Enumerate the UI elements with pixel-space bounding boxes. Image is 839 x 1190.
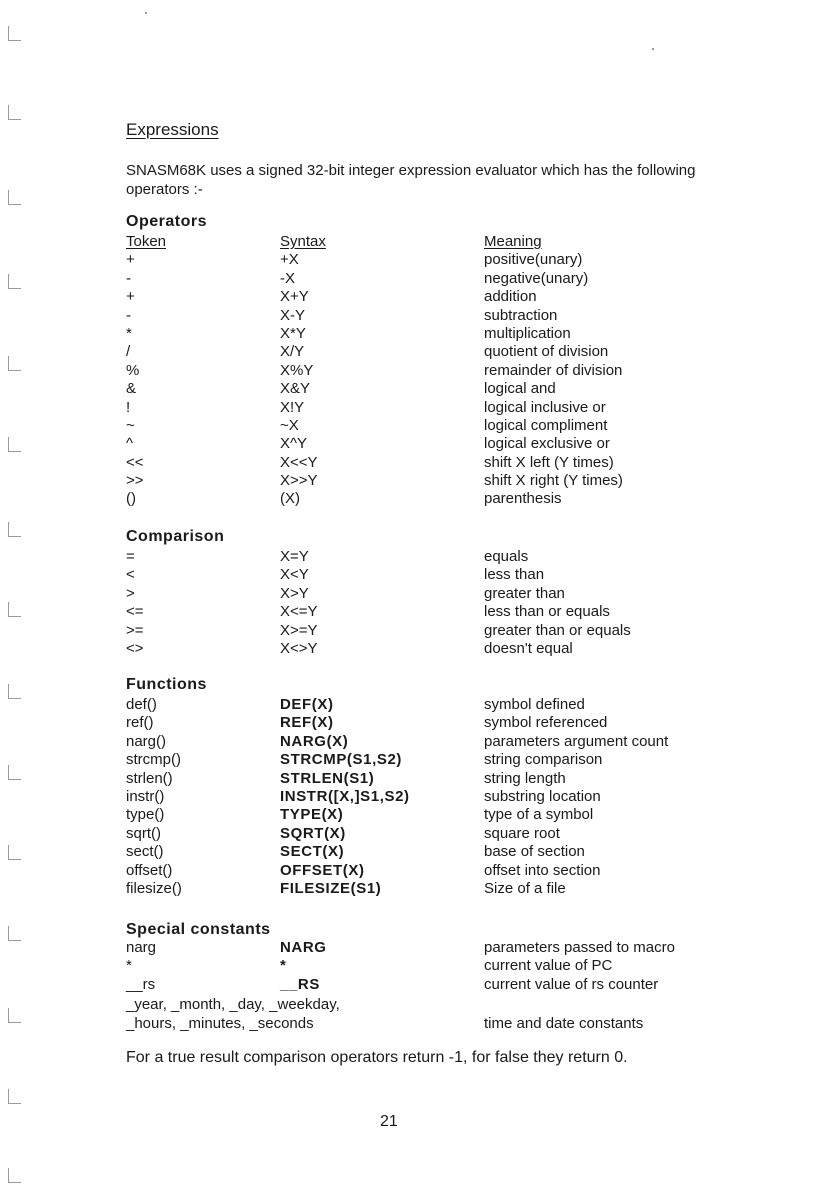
operator-row — [126, 399, 746, 417]
token-cell: + — [126, 288, 135, 306]
comparison-row — [126, 622, 746, 640]
meaning-cell: current value of rs counter — [484, 975, 659, 993]
syntax-cell: X/Y — [280, 343, 305, 361]
meaning-cell: string length — [484, 769, 566, 787]
token-cell: % — [126, 361, 140, 379]
syntax-cell: * — [280, 957, 287, 975]
token-cell: sect() — [126, 843, 164, 861]
operator-row — [126, 270, 746, 288]
special-constant-row — [126, 976, 746, 994]
token-cell: instr() — [126, 787, 165, 805]
syntax-cell: NARG(X) — [280, 732, 349, 750]
syntax-cell: X%Y — [280, 361, 314, 379]
syntax-cell: X<<Y — [280, 453, 318, 471]
comparison-row — [126, 640, 746, 658]
syntax-cell: TYPE(X) — [280, 806, 344, 824]
operators-table — [126, 233, 746, 509]
syntax-cell: X<>Y — [280, 639, 318, 657]
token-cell: * — [126, 324, 132, 342]
token-cell: () — [126, 490, 136, 508]
binder-notch — [8, 356, 21, 371]
binder-notch — [8, 845, 21, 860]
function-row — [126, 806, 746, 824]
operator-row — [126, 417, 746, 435]
meaning-cell: shift X left (Y times) — [484, 453, 614, 471]
meaning-cell: addition — [484, 288, 537, 306]
syntax-cell: X+Y — [280, 288, 309, 306]
token-cell: >> — [126, 472, 144, 490]
special-constant-row — [126, 957, 746, 975]
meaning-cell: type of a symbol — [484, 806, 594, 824]
token-cell: = — [126, 548, 135, 565]
syntax-cell: X-Y — [280, 306, 306, 324]
meaning-cell: remainder of division — [484, 361, 623, 379]
binder-notch — [8, 105, 21, 120]
binder-notch — [8, 437, 21, 452]
binder-notch — [8, 684, 21, 699]
special-constants-table — [126, 939, 746, 994]
table-header-row — [126, 233, 746, 251]
token-cell: << — [126, 453, 144, 471]
header-meaning: Meaning — [484, 233, 542, 250]
token-cell: - — [126, 306, 131, 324]
meaning-cell: logical inclusive or — [484, 398, 606, 416]
meaning-cell: greater than or equals — [484, 621, 631, 639]
syntax-cell: X>Y — [280, 584, 309, 602]
operator-row — [126, 325, 746, 343]
intro-paragraph: SNASM68K uses a signed 32-bit integer expression evaluator which has the following operators :- — [126, 162, 696, 198]
binder-notch — [8, 602, 21, 617]
token-cell: sqrt() — [126, 824, 161, 842]
syntax-cell: ~X — [280, 416, 299, 434]
meaning-cell: negative(unary) — [484, 269, 589, 287]
operator-row — [126, 435, 746, 453]
function-row — [126, 733, 746, 751]
comparison-table — [126, 548, 746, 658]
token-cell: type() — [126, 806, 165, 824]
syntax-cell: SQRT(X) — [280, 824, 346, 842]
function-row — [126, 788, 746, 806]
syntax-cell: INSTR([X,]S1,S2) — [280, 787, 410, 805]
syntax-cell: STRCMP(S1,S2) — [280, 751, 402, 769]
token-cell: ! — [126, 398, 131, 416]
section-title-comparison: Comparison — [126, 528, 225, 545]
token-cell: def() — [126, 696, 157, 713]
syntax-cell: X>>Y — [280, 472, 318, 490]
token-cell: strlen() — [126, 769, 173, 787]
meaning-cell: positive(unary) — [484, 251, 583, 269]
token-cell: * — [126, 957, 132, 975]
token-cell: narg() — [126, 732, 167, 750]
token-cell: ^ — [126, 435, 134, 453]
meaning-cell: offset into section — [484, 861, 601, 879]
token-cell: & — [126, 380, 137, 398]
speck — [145, 12, 147, 14]
syntax-cell: DEF(X) — [280, 696, 334, 713]
speck — [652, 48, 654, 50]
syntax-cell: X=Y — [280, 548, 309, 565]
meaning-cell: symbol defined — [484, 696, 585, 713]
syntax-cell: X*Y — [280, 324, 306, 342]
binder-notch — [8, 190, 21, 205]
syntax-cell: -X — [280, 269, 295, 287]
binder-notch — [8, 26, 21, 41]
section-title-functions: Functions — [126, 676, 207, 693]
function-row — [126, 714, 746, 732]
comparison-row — [126, 585, 746, 603]
token-cell: - — [126, 269, 131, 287]
comparison-row — [126, 548, 746, 566]
token-cell: ~ — [126, 416, 135, 434]
meaning-cell: substring location — [484, 787, 601, 805]
function-row — [126, 843, 746, 861]
meaning-cell: logical compliment — [484, 416, 608, 434]
token-cell: > — [126, 584, 135, 602]
meaning-cell: subtraction — [484, 306, 558, 324]
section-title-operators: Operators — [126, 213, 207, 230]
meaning-cell: symbol referenced — [484, 714, 608, 732]
function-row — [126, 880, 746, 898]
header-syntax: Syntax — [280, 233, 326, 250]
meaning-cell: parameters argument count — [484, 732, 669, 750]
function-row — [126, 862, 746, 880]
header-token: Token — [126, 233, 167, 250]
token-cell: <> — [126, 639, 144, 657]
syntax-cell: X<=Y — [280, 603, 318, 621]
meaning-cell: logical exclusive or — [484, 435, 610, 453]
token-cell: >= — [126, 621, 144, 639]
syntax-cell: OFFSET(X) — [280, 861, 365, 879]
meaning-cell: doesn't equal — [484, 639, 573, 657]
functions-table — [126, 696, 746, 898]
meaning-cell: less than or equals — [484, 603, 610, 621]
token-cell: offset() — [126, 861, 173, 879]
footer-note: For a true result comparison operators return -1, for false they return 0. — [126, 1049, 628, 1066]
meaning-cell: Size of a file — [484, 879, 566, 897]
meaning-cell: greater than — [484, 584, 565, 602]
meaning-cell: current value of PC — [484, 957, 613, 975]
datetime-meaning: time and date constants — [484, 1014, 644, 1032]
token-cell: < — [126, 566, 135, 584]
meaning-cell: less than — [484, 566, 545, 584]
meaning-cell: shift X right (Y times) — [484, 472, 623, 490]
operator-row — [126, 472, 746, 490]
token-cell: + — [126, 251, 135, 269]
syntax-cell: X!Y — [280, 398, 305, 416]
section-title-special-constants: Special constants — [126, 921, 271, 938]
operator-row — [126, 490, 746, 508]
binder-notch — [8, 926, 21, 941]
operator-row — [126, 307, 746, 325]
operator-row — [126, 454, 746, 472]
syntax-cell: X&Y — [280, 380, 311, 398]
token-cell: strcmp() — [126, 751, 181, 769]
binder-notch — [8, 765, 21, 780]
datetime-line-1: _year, _month, _day, _weekday, — [126, 996, 340, 1013]
syntax-cell: X>=Y — [280, 621, 318, 639]
token-cell: narg — [126, 939, 157, 956]
page-title: Expressions — [126, 120, 219, 139]
meaning-cell: square root — [484, 824, 560, 842]
comparison-row — [126, 603, 746, 621]
meaning-cell: multiplication — [484, 324, 571, 342]
meaning-cell: base of section — [484, 843, 585, 861]
syntax-cell: X<Y — [280, 566, 309, 584]
meaning-cell: equals — [484, 548, 529, 565]
meaning-cell: quotient of division — [484, 343, 609, 361]
datetime-constants — [126, 996, 726, 1033]
meaning-cell: string comparison — [484, 751, 603, 769]
binder-edge — [0, 0, 40, 1190]
syntax-cell: X^Y — [280, 435, 308, 453]
token-cell: ref() — [126, 714, 154, 732]
function-row — [126, 751, 746, 769]
syntax-cell: STRLEN(S1) — [280, 769, 375, 787]
binder-notch — [8, 522, 21, 537]
operator-row — [126, 288, 746, 306]
token-cell: filesize() — [126, 879, 182, 897]
comparison-row — [126, 566, 746, 584]
function-row — [126, 696, 746, 714]
binder-notch — [8, 1168, 21, 1183]
syntax-cell: FILESIZE(S1) — [280, 879, 382, 897]
token-cell: __rs — [126, 975, 156, 993]
operator-row — [126, 251, 746, 269]
syntax-cell: +X — [280, 251, 299, 269]
syntax-cell: (X) — [280, 490, 300, 508]
binder-notch — [8, 1008, 21, 1023]
binder-notch — [8, 274, 21, 289]
token-cell: <= — [126, 603, 144, 621]
function-row — [126, 770, 746, 788]
meaning-cell: parameters passed to macro — [484, 939, 675, 956]
syntax-cell: __RS — [280, 975, 320, 993]
special-constant-row — [126, 939, 746, 957]
operator-row — [126, 380, 746, 398]
token-cell: / — [126, 343, 131, 361]
operator-row — [126, 343, 746, 361]
page-number: 21 — [380, 1113, 398, 1130]
binder-notch — [8, 1089, 21, 1104]
syntax-cell: NARG — [280, 939, 327, 956]
datetime-line-2: _hours, _minutes, _seconds — [126, 1014, 314, 1032]
function-row — [126, 825, 746, 843]
datetime-line-2-row — [126, 1015, 726, 1034]
syntax-cell: REF(X) — [280, 714, 334, 732]
operator-row — [126, 362, 746, 380]
syntax-cell: SECT(X) — [280, 843, 345, 861]
meaning-cell: parenthesis — [484, 490, 562, 508]
meaning-cell: logical and — [484, 380, 556, 398]
